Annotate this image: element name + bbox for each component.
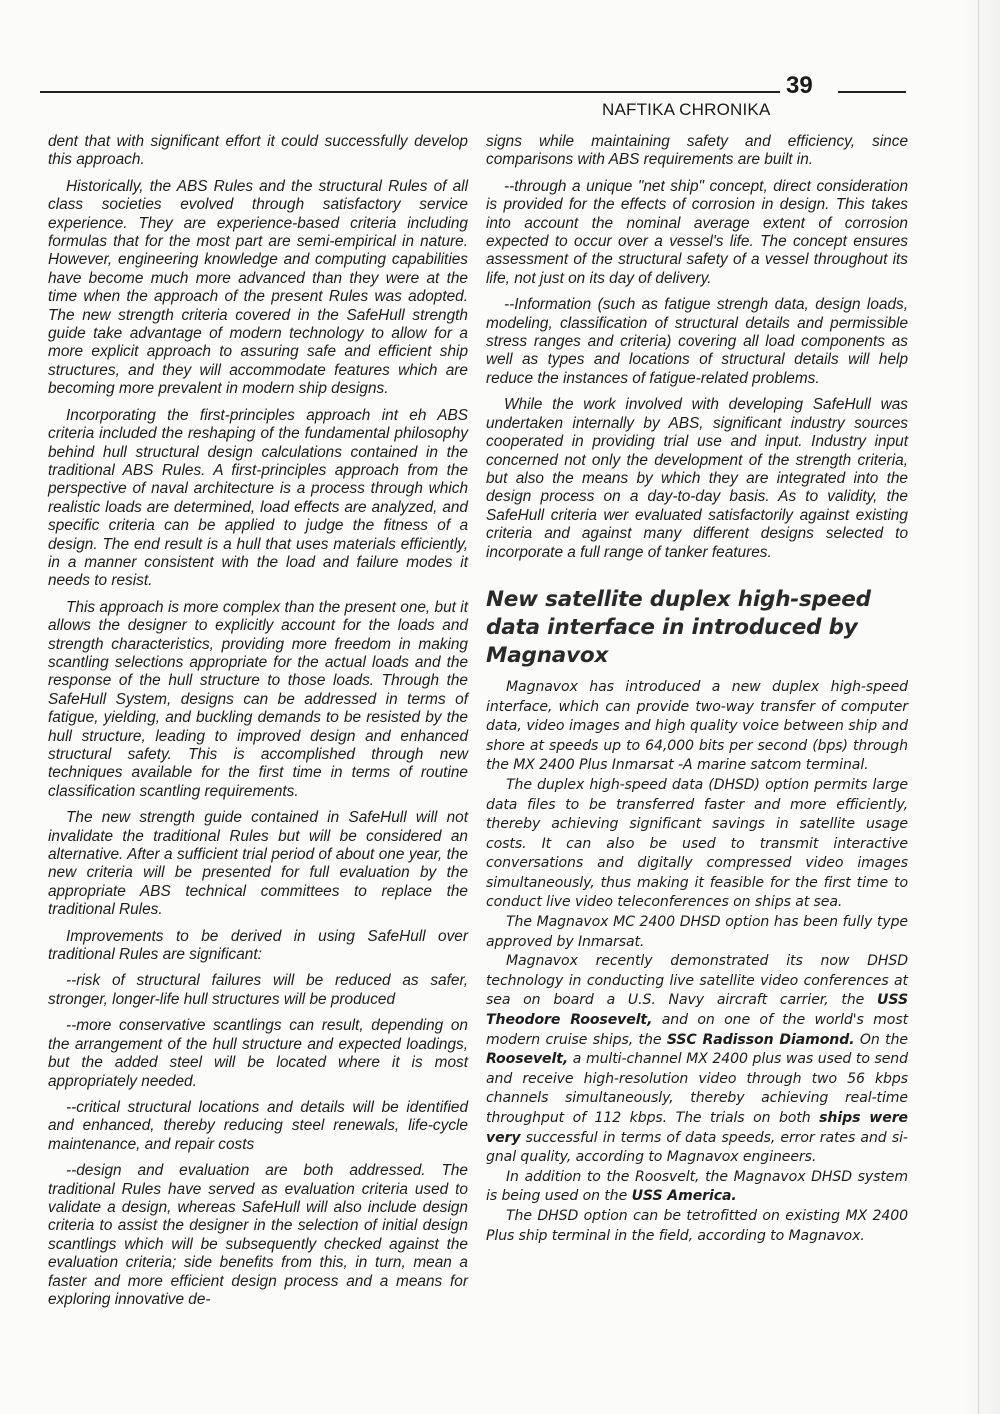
- header-rule-left: [40, 91, 780, 93]
- text-run: and on one of the world's most modern cruise ships, the: [486, 1012, 908, 1048]
- list-item: --through a unique "net ship" concept, direct consideration is provided for the effects of corrosion in design. This takes into account the nominal average extent of corrosion expected to occur over a vessel's life. The concept ensures assessment of the structural safety of a vessel throughout its life, not just on its day of delivery.: [486, 177, 908, 287]
- right-column: [486, 133, 908, 1246]
- paragraph: While the work involved with developing SafeHull was undertaken internally by ABS, significant industry sources cooperated in providing trial use and input. Industry input concerned not only the development of the strength criteria, but also the means by which they are integrated into the design process on a day-to-day basis. As to validity, the SafeHull criteria wer evaluated satisfactorily against existing criteria and against many different designs selected to incorporate a full range of tanker features.: [486, 396, 908, 561]
- text-run: In addition to the Roosvelt, the Magnavox DHSD system is being used on the: [486, 1168, 908, 1205]
- ship-name: USS Theodore Roosevelt,: [486, 992, 908, 1029]
- news-article: [486, 586, 908, 1246]
- list-item: --risk of structural failures will be reduced as safer, stronger, longer-life hull structures will be produced: [48, 972, 468, 1008]
- paragraph: dent that with significant effort it could successfully develop this approach.: [48, 133, 468, 169]
- paragraph: The new strength guide contained in SafeHull will not invalidate the traditional Rules but will be considered an alternative. After a sufficient trial period of about one year, the new criteria will be presented for full evaluation by the appropriate ABS technical committees to replace the traditional Rules.: [48, 809, 468, 919]
- list-item: --more conservative scantlings can result, depending on the arrangement of the hull structure and expected loadings, but the added steel will be located where it is most appropriately needed.: [48, 1017, 468, 1090]
- text-run: a multi-channel MX 2400 plus was used to send and receive high-resolution video through two 56 kbps channels simultaneously, thereby achieving real-time throughput of 112 kbps. The trials on both: [486, 1051, 908, 1126]
- text-run: On the: [854, 1031, 908, 1048]
- article-headline: New satellite duplex high-speed data interface in introduced by Magnavox: [486, 586, 871, 668]
- paragraph: This approach is more complex than the present one, but it allows the designer to explicitly account for the loads and strength characteristics, providing more freedom in making scantling selections appropriate for the actual loads and the response of the hull structure to those loads. Through the SafeHull System, designs can be addressed in terms of fatigue, yielding, and buckling demands to be resisted by the hull structure, leading to improved design and enhanced structural safety. This is accomplished through new techniques available for the first time in terms of routine classification scantling requirements.: [48, 598, 468, 800]
- emphasis: ships were very: [486, 1110, 909, 1146]
- paragraph: Incorporating the first-principles approach int eh ABS criteria included the reshaping of the fundamental philosophy behind hull structural design calculations contained in the traditional ABS Rules. A first-principles approach from the perspective of naval architecture is a process through which realistic loads are determined, load effects are analyzed, and specific criteria can be applied to judge the fitness of a design. The end result is a hull that uses materials efficiently, in a manner consistent with the load and failure modes it needs to resist.: [48, 406, 468, 590]
- text-run: Magnavox recently demonstrated its now DHSD technology in conducting live satellite video conferences at sea on board a U.S. Navy aircraft carrier, the: [486, 953, 908, 1009]
- list-item: --Information (such as fatigue strengh data, design loads, modeling, classification of structural details and permissible stress ranges and criteria) covering all load components as well as types and locations of structural details will help reduce the instances of fatigue-related problems.: [486, 296, 908, 387]
- left-column: [48, 133, 468, 1317]
- paragraph: Improvements to be derived in using SafeHull over traditional Rules are significant:: [48, 927, 468, 964]
- paragraph: Historically, the ABS Rules and the structural Rules of all class societies evolved through satisfactory service experience. They are experience-based criteria including formulas that for the most part are semi-empirical in nature. However, engineering knowledge and computing capabilities have become much more advanced than they were at the time when the approach of the present Rules was adopted. The new strength criteria covered in the SafeHull strength guide take advantage of modern technology to allow for a more explicit approach to assuring safe and efficient ship structures, and they will accommodate features which are becoming more prevalent in modern ship designs.: [48, 177, 468, 398]
- paragraph: The DHSD option can be tetrofitted on existing MX 2400 Plus ship terminal in the field, according to Magnavox.: [486, 1207, 908, 1244]
- paragraph: The duplex high-speed data (DHSD) option permits large data files to be transferred faster and more efficiently, thereby achieving significant savings in satellite usage costs. It can also be used to transmit interactive conversations and digitally compressed video images simultaneously, thus making it feasible for the first time to conduct live video teleconferences on ships at sea.: [486, 776, 908, 911]
- paragraph: Magnavox has introduced a new duplex high-speed interface, which can provide two-way transfer of computer data, video images and high quality voice between ship and shore at speeds up to 64,000 bits per second (bps) through the MX 2400 Plus Inmarsat -A marine satcom terminal.: [486, 678, 908, 774]
- ship-name: USS America.: [631, 1188, 737, 1205]
- list-item: --design and evaluation are both addressed. The traditional Rules have served as evaluation criteria used to validate a design, whereas SafeHull will also include design criteria to assist the designer in the selection of initial design scantlings which will be subsequently checked against the evaluation criteria; side benefits from this, in turn, mean a faster and more efficient design process and a means for exploring innovative de-: [48, 1162, 468, 1308]
- publication-name: NAFTIKA CHRONIKA: [602, 100, 771, 119]
- header-rule-right: [838, 91, 906, 93]
- ship-name: SSC Radisson Diamond.: [666, 1031, 855, 1048]
- paragraph: [486, 1168, 908, 1207]
- page-number: 39: [786, 72, 813, 99]
- page-edge-shadow: [960, 0, 1000, 1414]
- paragraph: signs while maintaining safety and efficiency, since comparisons with ABS requirements are built in.: [486, 133, 908, 169]
- paragraph: [486, 952, 908, 1168]
- text-run: successful in terms of data speeds, error rates and signal quality, according to Magnavox engineers.: [486, 1129, 908, 1166]
- ship-name: Roosevelt,: [486, 1051, 569, 1068]
- paragraph: The Magnavox MC 2400 DHSD option has been fully type approved by Inmarsat.: [486, 914, 908, 950]
- list-item: --critical structural locations and details will be identified and enhanced, thereby reducing steel renewals, life-cycle maintenance, and repair costs: [48, 1098, 468, 1153]
